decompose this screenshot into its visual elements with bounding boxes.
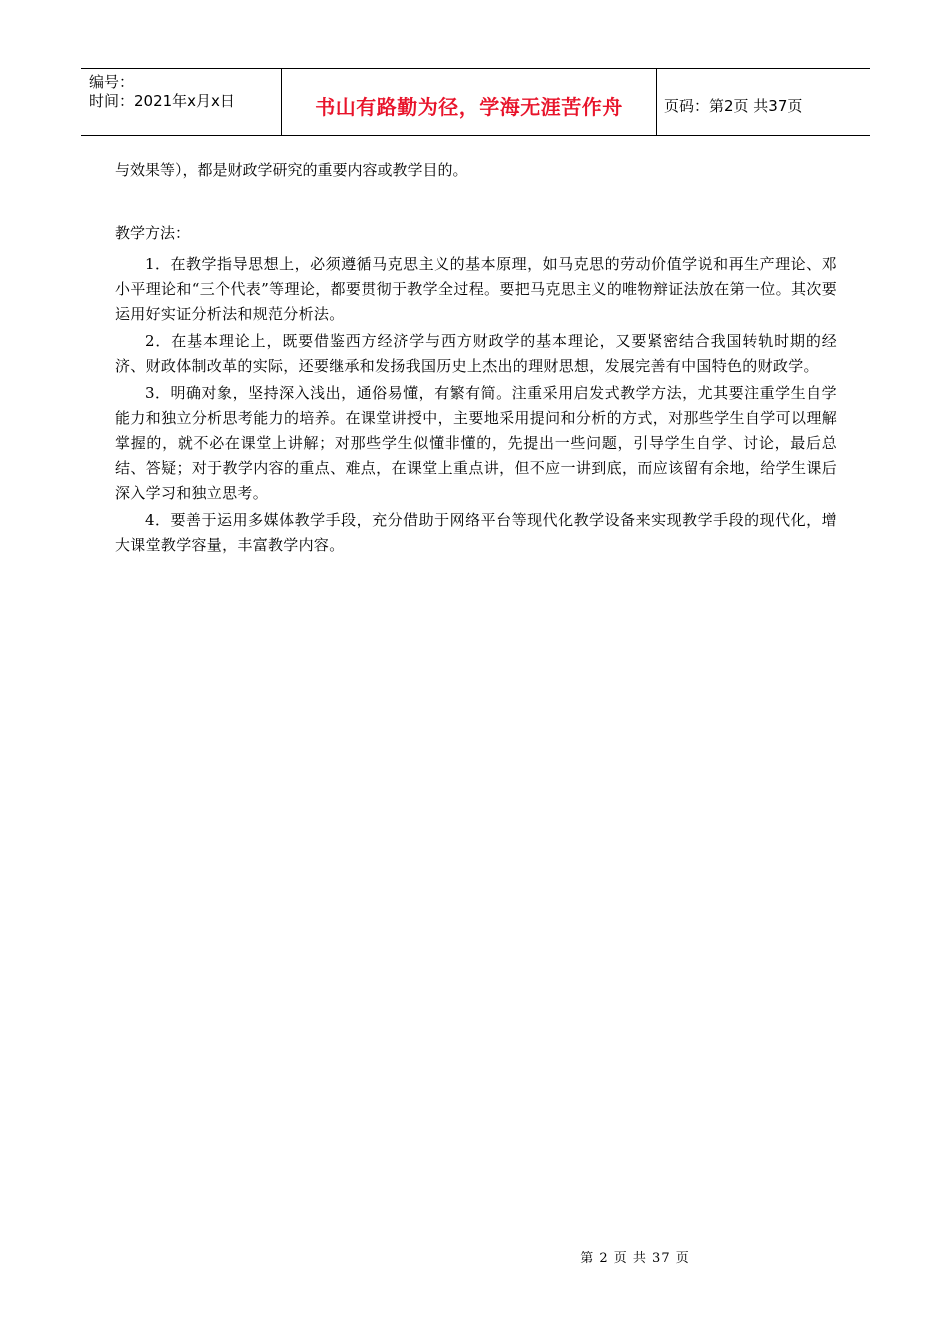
method-paragraph-4: 4．要善于运用多媒体教学手段，充分借助于网络平台等现代化教学设备来实现教学手段的现代化，增大课堂教学容量，丰富教学内容。	[115, 511, 837, 554]
date-label: 时间：2021年x月x日	[89, 92, 235, 110]
serial-label: 编号：	[89, 73, 135, 91]
header-meta	[81, 69, 282, 135]
continuation-text: 与效果等），都是财政学研究的重要内容或教学目的。	[115, 161, 468, 179]
method-paragraph-3: 3．明确对象，坚持深入浅出，通俗易懂，有繁有简。注重采用启发式教学方法，尤其要注重学生自学能力和独立分析思考能力的培养。在课堂讲授中，主要地采用提问和分析的方式，对那些学生自学可以理解掌握的，就不必在课堂上讲解；对那些学生似懂非懂的，先提出一些问题，引导学生自学、讨论，最后总结、答疑；对于教学内容的重点、难点，在课堂上重点讲，但不应一讲到底，而应该留有余地，给学生课后深入学习和独立思考。	[115, 384, 837, 502]
method-paragraph-2: 2．在基本理论上，既要借鉴西方经济学与西方财政学的基本理论，又要紧密结合我国转轨时期的经济、财政体制改革的实际，还要继承和发扬我国历史上杰出的理财思想，发展完善有中国特色的财政学。	[115, 332, 837, 375]
header-page-info: 页码：第2页 共37页	[664, 96, 803, 115]
method-paragraph-1: 1．在教学指导思想上，必须遵循马克思主义的基本原理，如马克思的劳动价值学说和再生产理论、邓小平理论和“三个代表”等理论，都要贯彻于教学全过程。要把马克思主义的唯物辩证法放在第一位。其次要运用好实证分析法和规范分析法。	[115, 255, 837, 323]
document-body	[115, 158, 837, 560]
section-title: 教学方法：	[115, 224, 191, 242]
header-motto-cell	[282, 69, 657, 135]
page-header	[81, 68, 870, 136]
header-motto: 书山有路勤为径，学海无涯苦作舟	[315, 94, 623, 119]
page-footer: 第 2 页 共 37 页	[580, 1251, 690, 1266]
